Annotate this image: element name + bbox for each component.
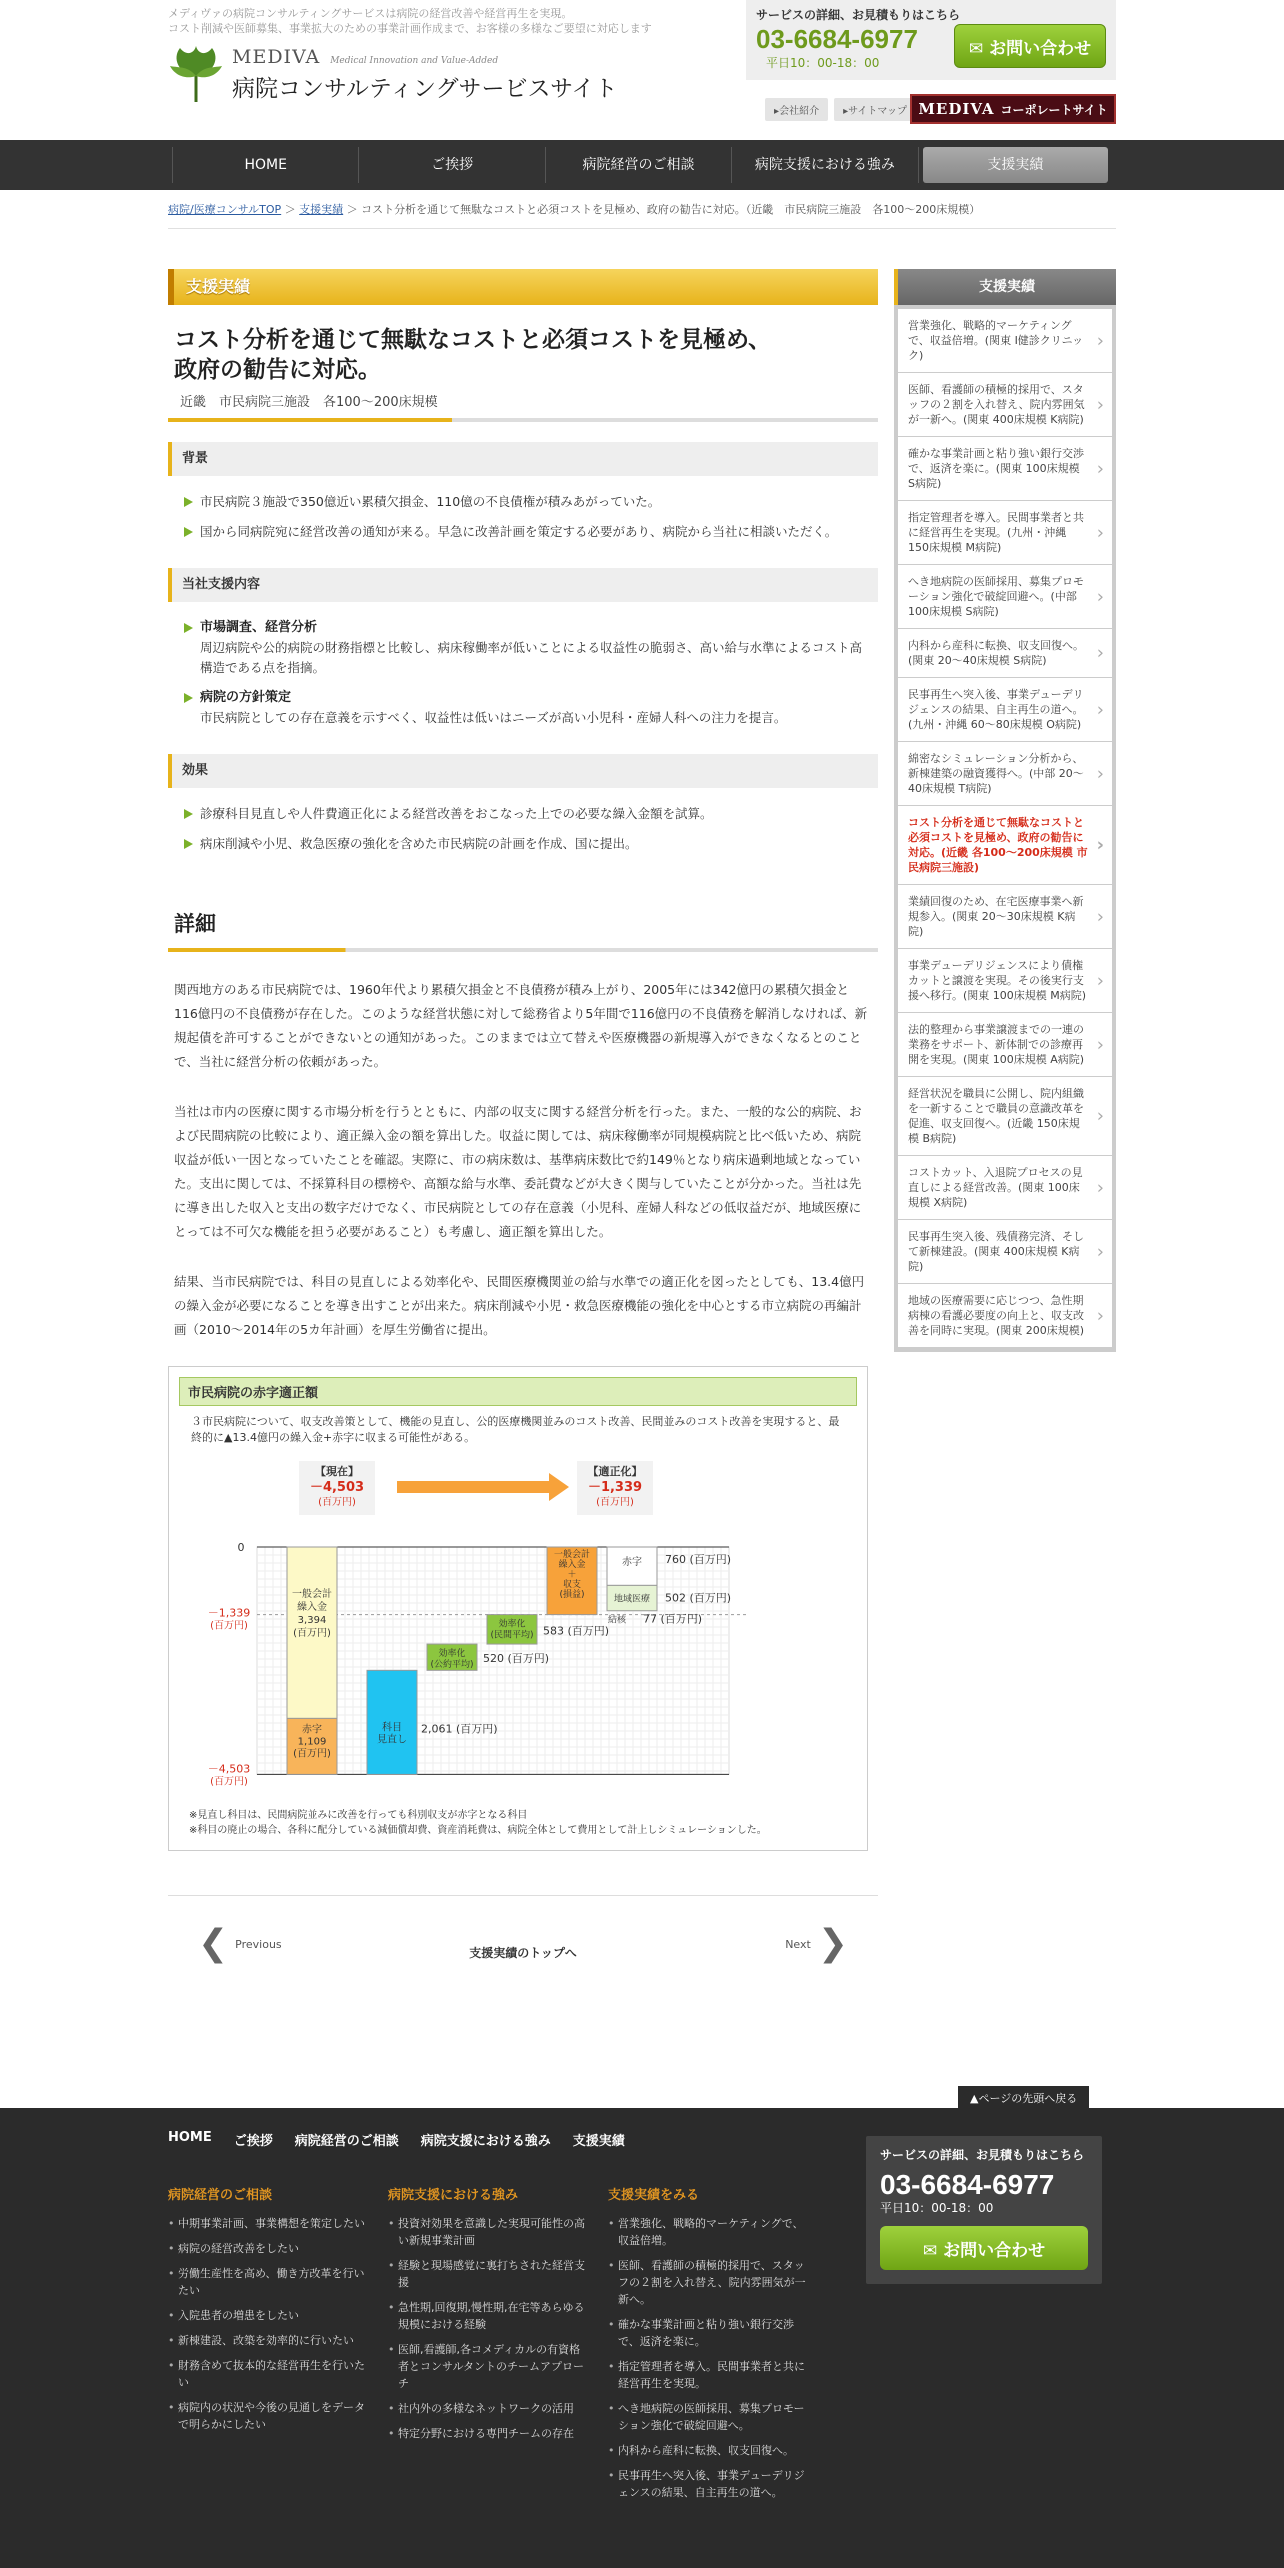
bar-label-ippan2: 収支 bbox=[562, 1580, 582, 1590]
breadcrumb-current: コスト分析を通じて無駄なコストと必須コストを見極め、政府の勧告に対応。（近畿 市民病院三施設 各100～200床規模） bbox=[361, 203, 981, 216]
sidebar-heading: 支援実績 bbox=[894, 269, 1116, 305]
divider bbox=[168, 948, 878, 952]
footer-col-results bbox=[608, 2184, 808, 2509]
target-label: 【適正化】 bbox=[587, 1465, 643, 1478]
sidebar-item[interactable]: コスト分析を通じて無駄なコストと必須コストを見極め、政府の勧告に対応。(近畿 各100～200床規模 市民病院三施設) › bbox=[898, 806, 1112, 885]
title-line1: コスト分析を通じて無駄なコストと必須コストを見極め、 bbox=[174, 327, 772, 353]
contact-caption: サービスの詳細、お見積もりはこちら bbox=[756, 8, 961, 22]
footer-link[interactable]: • 中期事業計画、事業構想を策定したい bbox=[168, 2215, 368, 2232]
nav-results[interactable]: 支援実績 bbox=[923, 147, 1108, 183]
footer-link[interactable]: • 病院内の状況や今後の見通しをデータで明らかにしたい bbox=[168, 2399, 368, 2433]
breadcrumb-sep: ＞ bbox=[346, 203, 358, 216]
footer-col-consult bbox=[168, 2184, 368, 2441]
breadcrumb-sep: ＞ bbox=[284, 203, 296, 216]
value-label-chiiki: 502 (百万円) bbox=[665, 1591, 732, 1605]
footer-link[interactable]: • 入院患者の増患をしたい bbox=[168, 2307, 368, 2324]
axis-label-zero: 0 bbox=[237, 1541, 245, 1554]
results-top-link[interactable]: 支援実績のトップへ bbox=[469, 1946, 577, 1960]
leaf-logo-icon bbox=[168, 44, 224, 104]
corp-label: コーポレートサイト bbox=[1000, 102, 1108, 117]
current-unit: (百万円) bbox=[318, 1497, 356, 1508]
sidebar-item[interactable]: コストカット、入退院プロセスの見直しによる経営改善。(関東 100床規模 X病院) › bbox=[898, 1156, 1112, 1220]
nav-consult[interactable]: 病院経営のご相談 bbox=[546, 147, 732, 183]
global-nav bbox=[0, 140, 1284, 190]
bar-label-ippan: (百万円) bbox=[293, 1628, 331, 1639]
footer-link[interactable]: • 内科から産科に転換、収支回復へ。 bbox=[608, 2442, 808, 2459]
title-line2: 政府の勧告に対応。 bbox=[174, 357, 381, 383]
bar-label-akaji: (百万円) bbox=[293, 1748, 331, 1760]
bar-label-ippan2: ＋ bbox=[567, 1570, 577, 1580]
chevron-right-icon: ❯ bbox=[817, 1923, 848, 1964]
sidebar-item[interactable]: 指定管理者を導入。民間事業者と共に経営再生を実現。(九州・沖縄 150床規模 M病院) › bbox=[898, 501, 1112, 565]
footer-col-heading: 病院支援における強み bbox=[388, 2188, 519, 2203]
breadcrumb bbox=[168, 190, 1116, 229]
sidebar-item[interactable]: 民事再生突入後、残債務完済、そして新棟建設。(関東 400床規模 K病院) › bbox=[898, 1220, 1112, 1284]
bar-label-eff2: 効率化 bbox=[498, 1619, 526, 1630]
bar-label-akaji: 赤字 bbox=[302, 1724, 322, 1736]
detail-paragraph: 結果、当市民病院では、科目の見直しによる効率化や、民間医療機関並の給与水準での適正化を図ったとしても、13.4億円の繰入金が必要になることを導き出すことが出来た。病床削減や小児・救急医療機能の強化を中心とする市立病院の再編計画（2010～2014年の5カ年計画）を厚生労働省に提出。 bbox=[174, 1274, 865, 1337]
footer-nav-greeting[interactable]: ご挨拶 bbox=[233, 2134, 273, 2149]
breadcrumb-results[interactable]: 支援実績 bbox=[299, 203, 344, 216]
business-hours: 平日10：00-18：00 bbox=[766, 56, 880, 70]
prev-label: Previous bbox=[235, 1937, 282, 1951]
footer bbox=[0, 2108, 1284, 2568]
detail-paragraph: 関西地方のある市民病院では、1960年代より累積欠損金と不良債務が積み上がり、2005年には342億円の累積欠損金と116億円の不良債務が存在した。このような経営状態に対して総務省より5年間で116億円の不良債務を解消しなければ、新規起債を許可することができないとの通知があった。このままでは立て替えや医療機器の新規導入ができなくなるとのことで、当社に経営分析の依頼があった。 bbox=[174, 982, 868, 1069]
target-value: －1,339 bbox=[587, 1480, 643, 1495]
bar-label-akaji: 1,109 bbox=[297, 1736, 327, 1748]
footer-link[interactable]: • 指定管理者を導入。民間事業者と共に経営再生を実現。 bbox=[608, 2358, 808, 2392]
footer-link[interactable]: • 民事再生へ突入後、事業デューデリジェンスの結果、自主再生の道へ。 bbox=[608, 2467, 808, 2501]
axis-unit: (百万円) bbox=[210, 1776, 248, 1788]
waterfall-chart bbox=[169, 1457, 869, 1788]
header bbox=[168, 0, 1116, 140]
list-item: 市民病院３施設で350億近い累積欠損金、110億の不良債権が積みあがっていた。 bbox=[184, 492, 862, 512]
nav-greeting[interactable]: ご挨拶 bbox=[359, 147, 545, 183]
item-text: 市民病院としての存在意義を示すべく、収益性は低いはニーズが高い小児科・産婦人科への注力を提言。 bbox=[200, 710, 787, 725]
logo-text-ja: 病院コンサルティングサービスサイト bbox=[232, 75, 618, 102]
bar-label-eff1: 効率化 bbox=[438, 1649, 466, 1660]
bar-label-chiiki: 地域医療 bbox=[613, 1594, 651, 1605]
sidebar-item[interactable]: 内科から産科に転換、収支回復へ。(関東 20～40床規模 S病院) › bbox=[898, 629, 1112, 678]
corporate-site-button[interactable] bbox=[910, 94, 1116, 124]
target-unit: (百万円) bbox=[596, 1497, 634, 1508]
footer-contact-caption: サービスの詳細、お見積もりはこちら bbox=[880, 2148, 1085, 2162]
footer-link[interactable]: • 社内外の多様なネットワークの活用 bbox=[388, 2400, 588, 2417]
axis-label-bottom: －4,503 bbox=[207, 1762, 251, 1776]
nav-strength[interactable]: 病院支援における強み bbox=[732, 147, 918, 183]
footer-link[interactable]: • 特定分野における専門チームの存在 bbox=[388, 2425, 588, 2442]
sidebar-item[interactable]: 業績回復のため、在宅医療事業へ新規参入。(関東 20～30床規模 K病院) › bbox=[898, 885, 1112, 949]
list-item: 病床削減や小児、救急医療の強化を含めた市民病院の計画を作成、国に提出。 bbox=[184, 834, 862, 854]
footer-col-strength bbox=[388, 2184, 588, 2450]
bar-label-ippan: 3,394 bbox=[297, 1615, 327, 1626]
waterfall-figure bbox=[168, 1366, 868, 1851]
divider bbox=[168, 418, 878, 422]
sidebar-item[interactable]: 確かな事業計画と粘り強い銀行交渉で、返済を楽に。(関東 100床規模 S病院) › bbox=[898, 437, 1112, 501]
company-link[interactable]: ▸会社紹介 bbox=[765, 98, 828, 121]
sidebar-item[interactable]: へき地病院の医師採用、募集プロモーション強化で破綻回避へ。(中部 100床規模 S病院) › bbox=[898, 565, 1112, 629]
logo-text-en: MEDIVA Medical Innovation and Value-Added bbox=[232, 45, 499, 68]
page-title bbox=[174, 325, 872, 385]
detail-heading: 詳細 bbox=[174, 912, 216, 936]
background-heading: 背景 bbox=[168, 442, 878, 476]
header-contact-box bbox=[746, 0, 1116, 80]
sidebar-item[interactable]: 法的整理から事業譲渡までの一連の業務をサポート、新体制での診療再開を実現。(関東 100床規模 A病院) › bbox=[898, 1013, 1112, 1077]
arrow-shape bbox=[397, 1473, 569, 1501]
list-item bbox=[184, 688, 862, 728]
value-label-akaji2: 760 (百万円) bbox=[665, 1553, 732, 1566]
detail-paragraph: 当社は市内の医療に関する市場分析を行うとともに、内部の収支に関する経営分析を行った。また、一般的な公的病院、および民間病院の比較により、適正繰入金の額を算出した。収益に関しては、病床稼働率が同規模病院と比べ低いため、病院収益が低い一因となっていたことを確認。実際に、市の病床数は、基準病床数比で約149％となり病床過剰地域となっていた。支出に関しては、不採算科目の標榜や、高額な給与水準、委託費などが大きく関与していたことが分かった。当社は先に導き出した収入と支出の数字だけでなく、市民病院としての存在意義（小児科、産婦人科などの低収益だが、地域医療にとっては不可欠な機能を担う必要があること）も考慮し、適正額を算出した。 bbox=[174, 1104, 862, 1239]
support-heading: 当社支援内容 bbox=[168, 568, 878, 602]
list-item: 国から同病院宛に経営改善の通知が来る。早急に改善計画を策定する必要があり、病院から当社に相談いただく。 bbox=[184, 522, 862, 542]
nav-home[interactable]: HOME bbox=[172, 147, 359, 183]
figure-note: ※見直し科目は、民間病院並みに改善を行っても科別収支が赤字となる科目 bbox=[189, 1810, 528, 1821]
value-label-eff2: 583 (百万円) bbox=[543, 1624, 610, 1638]
next-link[interactable] bbox=[785, 1923, 848, 1964]
footer-link[interactable]: • 財務含めて抜本的な経営再生を行いたい bbox=[168, 2357, 368, 2391]
bar-label-kekkaku: 結核 bbox=[607, 1615, 627, 1626]
footer-link[interactable]: • 医師、看護師の積極的採用で、スタッフの２割を入れ替え、院内雰囲気が一新へ。 bbox=[608, 2257, 808, 2308]
value-label-kekkaku: 77 (百万円) bbox=[643, 1612, 703, 1626]
figure-notes bbox=[189, 1808, 767, 1838]
utility-links bbox=[765, 98, 916, 121]
sitemap-link[interactable]: ▸サイトマップ bbox=[834, 98, 916, 121]
bar-label-akaji2: 赤字 bbox=[622, 1557, 642, 1568]
figure-note: ※科目の廃止の場合、各科に配分している減価償却費、資産消耗費は、病院全体として費用として計上しシミュレーションした。 bbox=[189, 1825, 767, 1836]
effect-heading: 効果 bbox=[168, 754, 878, 788]
sidebar-item[interactable]: 事業デューデリジェンスにより債権カットと譲渡を実現。その後実行支援へ移行。(関東 100床規模 M病院) › bbox=[898, 949, 1112, 1013]
figure-description: ３市民病院について、収支改善策として、機能の見直し、公的医療機関並みのコスト改善、民間並みのコスト改善を実現すると、最終的に▲13.4億円の繰入金+赤字に収まる可能性がある。 bbox=[191, 1415, 840, 1444]
footer-link[interactable]: • 労働生産性を高め、働き方改革を行いたい bbox=[168, 2265, 368, 2299]
sidebar-item[interactable]: 経営状況を職員に公開し、院内組織を一新することで職員の意識改革を促進、収支回復へ。(近畿 150床規模 B病院) › bbox=[898, 1077, 1112, 1156]
sidebar-item[interactable]: 営業強化、戦略的マーケティングで、収益倍増。(関東 I健診クリニック) › bbox=[898, 309, 1112, 373]
footer-nav-strength[interactable]: 病院支援における強み bbox=[420, 2134, 551, 2149]
footer-col-heading: 支援実績をみる bbox=[608, 2188, 700, 2203]
next-label: Next bbox=[785, 1937, 811, 1951]
footer-nav bbox=[168, 2130, 625, 2149]
current-label: 【現在】 bbox=[315, 1465, 359, 1478]
list-item bbox=[184, 618, 862, 678]
footer-col-heading: 病院経営のご相談 bbox=[168, 2188, 273, 2203]
bar-label-eff2: (民間平均) bbox=[490, 1630, 534, 1641]
footer-contact-box bbox=[866, 2136, 1102, 2284]
sidebar-list bbox=[894, 305, 1116, 1352]
bar-label-ippan2: 繰入金 bbox=[558, 1560, 586, 1570]
value-label-kamoku: 2,061 (百万円) bbox=[421, 1722, 498, 1736]
contact-button[interactable]: ✉ お問い合わせ bbox=[954, 24, 1106, 68]
bar-label-ippan2: 一般会計 bbox=[553, 1550, 591, 1560]
footer-link[interactable]: • 病院の経営改善をしたい bbox=[168, 2240, 368, 2257]
section-heading: 支援実績 bbox=[168, 269, 878, 305]
footer-link[interactable]: • 投資対効果を意識した実現可能性の高い新規事業計画 bbox=[388, 2215, 588, 2249]
axis-label-target: －1,339 bbox=[207, 1606, 251, 1620]
bar-label-kamoku: 科目 bbox=[382, 1722, 402, 1734]
chevron-left-icon: ❮ bbox=[198, 1923, 229, 1964]
sidebar-item[interactable]: 綿密なシミュレーション分析から、新棟建築の融資獲得へ。(中部 20～40床規模 T病院) › bbox=[898, 742, 1112, 806]
footer-phone[interactable]: 03-6684-6977 bbox=[880, 2169, 1055, 2200]
bar-label-eff1: (公約平均) bbox=[430, 1660, 474, 1671]
page-subtitle: 近畿 市民病院三施設 各100～200床規模 bbox=[180, 395, 438, 410]
tagline-line2: コスト削減や医師募集、事業拡大のための事業計画作成まで、お客様の多様なご要望に対応します bbox=[168, 22, 652, 35]
footer-link[interactable]: • 急性期,回復期,慢性期,在宅等あらゆる規模における経験 bbox=[388, 2299, 588, 2333]
footer-contact-button[interactable]: ✉ お問い合わせ bbox=[880, 2226, 1088, 2270]
list-item: 診療科目見直しや人件費適正化による経営改善をおこなった上での必要な繰入金額を試算。 bbox=[184, 804, 862, 824]
current-value: －4,503 bbox=[309, 1480, 365, 1495]
breadcrumb-home[interactable]: 病院/医療コンサルTOP bbox=[168, 203, 282, 216]
support-list bbox=[184, 618, 862, 728]
item-title: 病院の方針策定 bbox=[200, 690, 292, 705]
item-title: 市場調査、経営分析 bbox=[200, 620, 318, 635]
sidebar-item[interactable]: 地域の医療需要に応じつつ、急性期病棟の看護必要度の向上と、収支改善を同時に実現。(関東 200床規模) › bbox=[898, 1284, 1112, 1348]
footer-nav-results[interactable]: 支援実績 bbox=[572, 2134, 625, 2149]
footer-link[interactable]: • 営業強化、戦略的マーケティングで、収益倍増。 bbox=[608, 2215, 808, 2249]
bar-label-ippan: 一般会計 bbox=[292, 1589, 332, 1600]
footer-nav-home[interactable]: HOME bbox=[168, 2130, 212, 2145]
bar-label-ippan2: (損益) bbox=[559, 1590, 585, 1600]
background-list bbox=[184, 492, 862, 542]
bar-label-ippan: 繰入金 bbox=[297, 1602, 327, 1613]
main-content bbox=[168, 269, 878, 1995]
pager bbox=[168, 1895, 878, 1995]
footer-link[interactable]: • へき地病院の医師採用、募集プロモーション強化で破綻回避へ。 bbox=[608, 2400, 808, 2434]
logo-sub: Medical Innovation and Value-Added bbox=[330, 55, 499, 66]
page-top-button[interactable]: ▲ページの先頭へ戻る bbox=[958, 2086, 1089, 2110]
footer-nav-consult[interactable]: 病院経営のご相談 bbox=[294, 2134, 399, 2149]
sidebar bbox=[894, 269, 1116, 1995]
phone-number[interactable]: 03-6684-6977 bbox=[756, 24, 918, 54]
tagline-line1: メディヴァの病院コンサルティングサービスは病院の経営改善や経営再生を実現。 bbox=[168, 7, 573, 20]
figure-title: 市民病院の赤字適正額 bbox=[179, 1377, 857, 1406]
axis-unit: (百万円) bbox=[210, 1620, 248, 1632]
sidebar-item[interactable]: 民事再生へ突入後、事業デューデリジェンスの結果、自主再生の道へ。(九州・沖縄 60～80床規模 O病院) › bbox=[898, 678, 1112, 742]
bar-label-kamoku: 見直し bbox=[377, 1734, 407, 1746]
sidebar-item[interactable]: 医師、看護師の積極的採用で、スタッフの２割を入れ替え、院内雰囲気が一新へ。(関東 400床規模 K病院) › bbox=[898, 373, 1112, 437]
footer-link[interactable]: • 確かな事業計画と粘り強い銀行交渉で、返済を楽に。 bbox=[608, 2316, 808, 2350]
corp-logo: MEDIVA bbox=[918, 100, 995, 118]
value-label-eff1: 520 (百万円) bbox=[483, 1652, 550, 1666]
effect-list bbox=[184, 804, 862, 854]
footer-link[interactable]: • 経験と現場感覚に裏打ちされた経営支援 bbox=[388, 2257, 588, 2291]
footer-hours: 平日10：00-18：00 bbox=[880, 2201, 994, 2215]
footer-link[interactable]: • 医師,看護師,各コメディカルの有資格者とコンサルタントのチームアプローチ bbox=[388, 2341, 588, 2392]
tagline bbox=[168, 6, 688, 36]
site-logo[interactable] bbox=[168, 44, 617, 104]
footer-link[interactable]: • 新棟建設、改築を効率的に行いたい bbox=[168, 2332, 368, 2349]
item-text: 周辺病院や公的病院の財務指標と比較し、病床稼働率が低いことによる収益性の脆弱さ、高い給与水準によるコスト高構造である点を指摘。 bbox=[200, 640, 863, 675]
